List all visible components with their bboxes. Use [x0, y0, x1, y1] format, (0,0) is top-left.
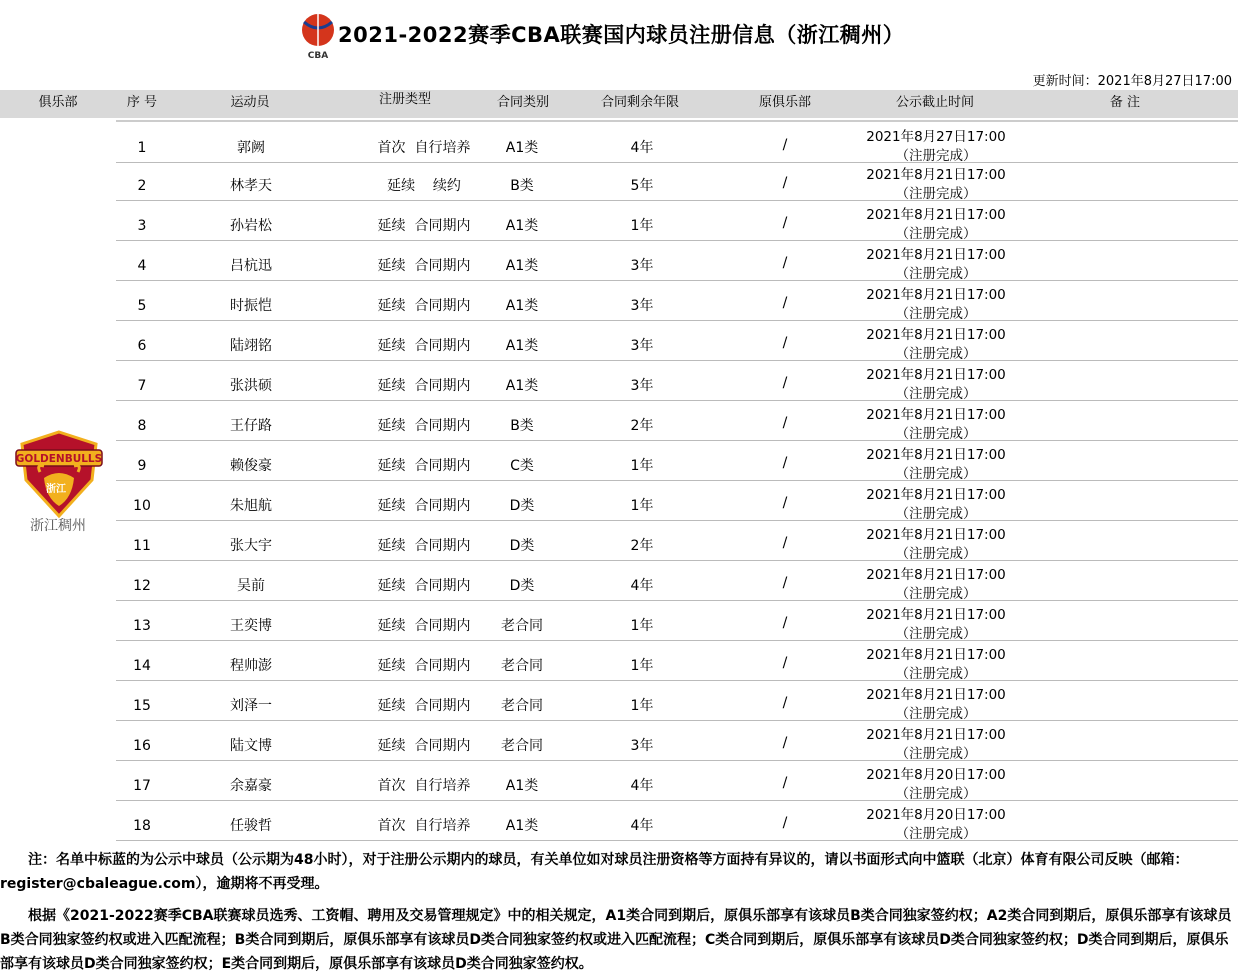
row-number: 11 [133, 538, 151, 554]
registration-status: （注册完成） [895, 426, 977, 442]
player-name: 孙岩松 [230, 218, 272, 234]
col-club: 俱乐部 [38, 95, 78, 110]
row-number: 12 [133, 578, 151, 594]
deadline [836, 566, 1036, 604]
years-left: 3年 [630, 738, 654, 754]
registration-status: （注册完成） [895, 466, 977, 482]
row-number: 9 [137, 458, 147, 474]
row-number: 13 [133, 618, 151, 634]
row-number: 8 [137, 418, 147, 434]
row-number: 7 [137, 378, 147, 394]
table-row [116, 320, 1238, 361]
registration-type: 首次 自行培养 [377, 778, 471, 794]
contract-class: D类 [509, 498, 535, 514]
registration-status: （注册完成） [895, 666, 977, 682]
table-row [116, 400, 1238, 441]
registration-status: （注册完成） [895, 826, 977, 842]
row-number: 16 [133, 738, 151, 754]
cba-logo-icon [300, 12, 336, 60]
years-left: 4年 [630, 140, 654, 156]
player-name: 郭阙 [237, 140, 265, 156]
row-number: 3 [137, 218, 147, 234]
registration-type: 延续 合同期内 [377, 578, 471, 594]
deadline [836, 806, 1036, 844]
col-num: 序 号 [126, 95, 158, 110]
deadline [836, 446, 1036, 484]
contract-class: A1类 [505, 218, 539, 234]
years-left: 3年 [630, 378, 654, 394]
deadline-time: 2021年8月21日17:00 [866, 287, 1006, 303]
deadline [836, 246, 1036, 284]
table-row [116, 720, 1238, 761]
player-name: 程帅澎 [230, 658, 272, 674]
original-club: / [782, 215, 788, 231]
registration-type: 延续 合同期内 [377, 498, 471, 514]
deadline-time: 2021年8月21日17:00 [866, 527, 1006, 543]
contract-class: 老合同 [501, 698, 543, 714]
registration-type: 延续 合同期内 [377, 218, 471, 234]
table-row [116, 520, 1238, 561]
deadline [836, 366, 1036, 404]
years-left: 4年 [630, 778, 654, 794]
row-number: 17 [133, 778, 151, 794]
original-club: / [782, 575, 788, 591]
contract-class: B类 [510, 418, 534, 434]
player-name: 时振恺 [230, 298, 272, 314]
contract-class: 老合同 [501, 658, 543, 674]
deadline-time: 2021年8月21日17:00 [866, 407, 1006, 423]
deadline-time: 2021年8月21日17:00 [866, 167, 1006, 183]
original-club: / [782, 535, 788, 551]
table-row [116, 280, 1238, 321]
years-left: 1年 [630, 458, 654, 474]
deadline [836, 286, 1036, 324]
deadline-time: 2021年8月27日17:00 [866, 129, 1006, 145]
original-club: / [782, 415, 788, 431]
registration-type: 延续 合同期内 [377, 698, 471, 714]
table-row [116, 440, 1238, 481]
update-time: 更新时间：2021年8月27日17:00 [1032, 74, 1232, 89]
table-row [116, 360, 1238, 401]
col-deadline: 公示截止时间 [895, 95, 974, 110]
player-name: 刘泽一 [230, 698, 272, 714]
row-number: 15 [133, 698, 151, 714]
deadline-time: 2021年8月21日17:00 [866, 487, 1006, 503]
deadline-time: 2021年8月21日17:00 [866, 247, 1006, 263]
registration-status: （注册完成） [895, 148, 977, 164]
registration-type: 首次 自行培养 [377, 818, 471, 834]
years-left: 2年 [630, 418, 654, 434]
table-row [116, 120, 1238, 163]
years-left: 1年 [630, 658, 654, 674]
contract-class: A1类 [505, 778, 539, 794]
registration-status: （注册完成） [895, 746, 977, 762]
title-area [0, 10, 1238, 62]
contract-class: A1类 [505, 818, 539, 834]
col-reg-type: 注册类型 [378, 92, 431, 107]
row-number: 18 [133, 818, 151, 834]
original-club: / [782, 735, 788, 751]
years-left: 3年 [630, 338, 654, 354]
col-orig-club: 原俱乐部 [758, 95, 811, 110]
deadline [836, 646, 1036, 684]
registration-type: 延续 合同期内 [377, 618, 471, 634]
registration-status: （注册完成） [895, 506, 977, 522]
player-name: 王仔路 [230, 418, 272, 434]
col-contract-class: 合同类别 [496, 95, 549, 110]
contract-class: D类 [509, 538, 535, 554]
original-club: / [782, 495, 788, 511]
years-left: 1年 [630, 618, 654, 634]
table-row [116, 160, 1238, 201]
table-row [116, 680, 1238, 721]
table-row [116, 760, 1238, 801]
registration-type: 延续 续约 [387, 178, 461, 194]
row-number: 5 [137, 298, 147, 314]
player-name: 王奕博 [230, 618, 272, 634]
original-club: / [782, 455, 788, 471]
original-club: / [782, 695, 788, 711]
row-number: 6 [137, 338, 147, 354]
registration-type: 延续 合同期内 [377, 658, 471, 674]
deadline-time: 2021年8月21日17:00 [866, 727, 1006, 743]
player-name: 任骏哲 [230, 818, 272, 834]
years-left: 1年 [630, 498, 654, 514]
table-row [116, 200, 1238, 241]
col-years-left: 合同剩余年限 [600, 95, 679, 110]
registration-type: 首次 自行培养 [377, 140, 471, 156]
registration-type: 延续 合同期内 [377, 458, 471, 474]
years-left: 3年 [630, 298, 654, 314]
contract-class: C类 [510, 458, 534, 474]
registration-type: 延续 合同期内 [377, 298, 471, 314]
deadline [836, 206, 1036, 244]
deadline [836, 166, 1036, 204]
note-1: 注：名单中标蓝的为公示中球员（公示期为48小时），对于注册公示期内的球员，有关单位如对球员注册资格等方面持有异议的，请以书面形式向中篮联（北京）体育有限公司反映（邮箱：register@cbaleague.com），逾期将不再受理。 [0, 852, 1189, 892]
club-name: 浙江稠州 [30, 518, 86, 534]
table-row [116, 800, 1238, 841]
deadline-time: 2021年8月20日17:00 [866, 807, 1006, 823]
original-club: / [782, 137, 788, 153]
row-number: 1 [137, 140, 147, 156]
logo-sub-text: 浙江 [46, 484, 66, 495]
registration-status: （注册完成） [895, 626, 977, 642]
original-club: / [782, 775, 788, 791]
table-row [116, 480, 1238, 521]
player-name: 赖俊豪 [230, 458, 272, 474]
registration-status: （注册完成） [895, 266, 977, 282]
club-cell [0, 120, 116, 845]
registration-status: （注册完成） [895, 306, 977, 322]
registration-status: （注册完成） [895, 386, 977, 402]
table-header [0, 90, 1238, 118]
registration-status: （注册完成） [895, 226, 977, 242]
contract-class: A1类 [505, 378, 539, 394]
player-name: 朱旭航 [230, 498, 272, 514]
contract-class: A1类 [505, 298, 539, 314]
row-number: 2 [137, 178, 147, 194]
registration-status: （注册完成） [895, 586, 977, 602]
deadline-time: 2021年8月21日17:00 [866, 607, 1006, 623]
registration-status: （注册完成） [895, 186, 977, 202]
contract-class: A1类 [505, 338, 539, 354]
player-name: 陆翊铭 [230, 338, 272, 354]
original-club: / [782, 655, 788, 671]
cba-logo-text: CBA [307, 51, 329, 60]
registration-type: 延续 合同期内 [377, 258, 471, 274]
player-name: 陆文博 [230, 738, 272, 754]
contract-class: 老合同 [501, 618, 543, 634]
deadline-time: 2021年8月21日17:00 [866, 647, 1006, 663]
registration-type: 延续 合同期内 [377, 338, 471, 354]
table-row [116, 640, 1238, 681]
registration-type: 延续 合同期内 [377, 538, 471, 554]
contract-class: B类 [510, 178, 534, 194]
contract-class: 老合同 [501, 738, 543, 754]
original-club: / [782, 375, 788, 391]
table-row [116, 240, 1238, 281]
table-row [116, 560, 1238, 601]
deadline [836, 406, 1036, 444]
original-club: / [782, 255, 788, 271]
player-name: 余嘉豪 [230, 778, 272, 794]
original-club: / [782, 335, 788, 351]
deadline [836, 766, 1036, 804]
deadline-time: 2021年8月21日17:00 [866, 687, 1006, 703]
deadline-time: 2021年8月21日17:00 [866, 207, 1006, 223]
contract-class: D类 [509, 578, 535, 594]
registration-type: 延续 合同期内 [377, 418, 471, 434]
deadline [836, 526, 1036, 564]
registration-status: （注册完成） [895, 546, 977, 562]
deadline-time: 2021年8月21日17:00 [866, 327, 1006, 343]
col-player: 运动员 [230, 95, 270, 110]
contract-class: A1类 [505, 140, 539, 156]
deadline-time: 2021年8月21日17:00 [866, 367, 1006, 383]
years-left: 1年 [630, 218, 654, 234]
original-club: / [782, 295, 788, 311]
deadline [836, 726, 1036, 764]
registration-status: （注册完成） [895, 786, 977, 802]
deadline [836, 326, 1036, 364]
original-club: / [782, 815, 788, 831]
deadline-time: 2021年8月21日17:00 [866, 447, 1006, 463]
deadline [836, 606, 1036, 644]
years-left: 4年 [630, 578, 654, 594]
note-2: 根据《2021-2022赛季CBA联赛球员选秀、工资帽、聘用及交易管理规定》中的相关规定，A1类合同到期后，原俱乐部享有该球员B类合同独家签约权；A2类合同到期后，原俱乐部享有该球员B类合同独家签约权或进入匹配流程；B类合同到期后，原俱乐部享有该球员D类合同独家签约权或进入匹配流程；C类合同到期后，原俱乐部享有该球员D类合同独家签约权；D类合同到期后，原俱乐部享有该球员D类合同独家签约权；E类合同到期后，原俱乐部享有该球员D类合同独家签约权。 [0, 908, 1232, 972]
col-remarks: 备 注 [1109, 95, 1141, 110]
original-club: / [782, 175, 788, 191]
registration-status: （注册完成） [895, 706, 977, 722]
years-left: 2年 [630, 538, 654, 554]
player-name: 吕杭迅 [230, 258, 272, 274]
deadline [836, 486, 1036, 524]
player-name: 吴前 [237, 578, 265, 594]
player-name: 张洪硕 [230, 378, 272, 394]
registration-type: 延续 合同期内 [377, 378, 471, 394]
years-left: 3年 [630, 258, 654, 274]
registration-type: 延续 合同期内 [377, 738, 471, 754]
years-left: 5年 [630, 178, 654, 194]
row-number: 10 [133, 498, 151, 514]
table-row [116, 600, 1238, 641]
row-number: 4 [137, 258, 147, 274]
deadline [836, 686, 1036, 724]
registration-status: （注册完成） [895, 346, 977, 362]
original-club: / [782, 615, 788, 631]
golden-bulls-logo-icon [14, 428, 104, 520]
page-title: 2021-2022赛季CBA联赛国内球员注册信息（浙江稠州） [338, 23, 905, 47]
contract-class: A1类 [505, 258, 539, 274]
logo-wordmark: GOLDENBULLS [15, 453, 103, 465]
years-left: 4年 [630, 818, 654, 834]
player-name: 张大宇 [230, 538, 272, 554]
row-number: 14 [133, 658, 151, 674]
deadline-time: 2021年8月20日17:00 [866, 767, 1006, 783]
player-name: 林孝天 [230, 178, 272, 194]
years-left: 1年 [630, 698, 654, 714]
deadline-time: 2021年8月21日17:00 [866, 567, 1006, 583]
